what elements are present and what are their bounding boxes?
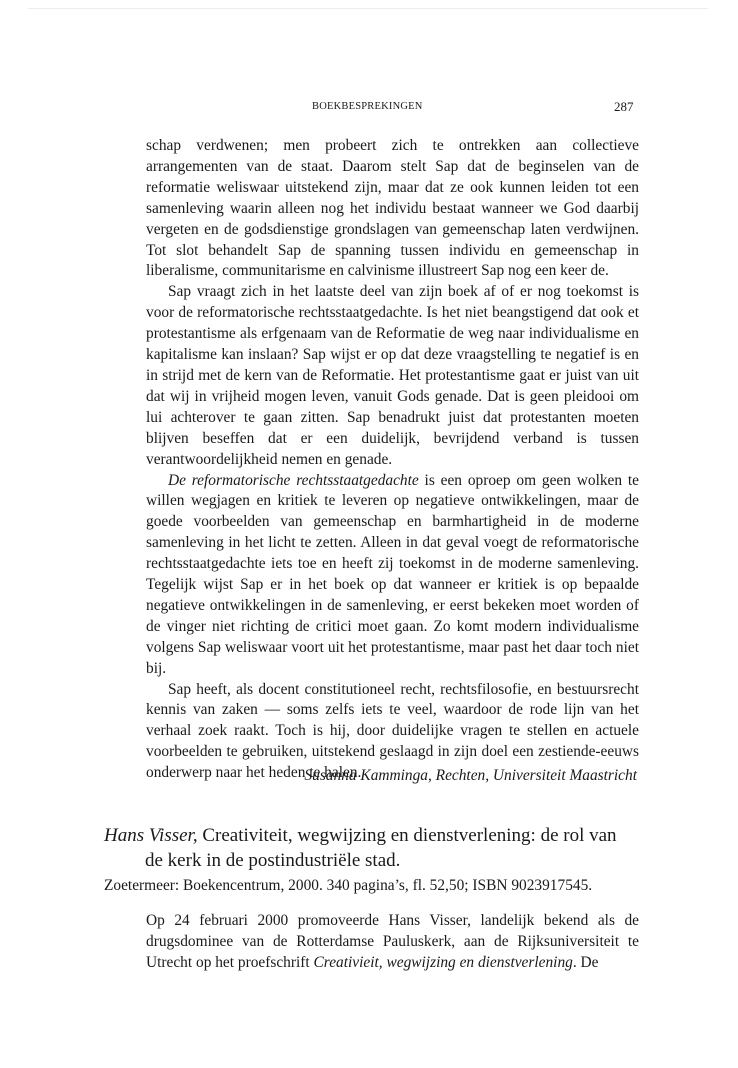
review-heading [104, 823, 644, 873]
top-edge-rule [28, 8, 708, 9]
review-body [146, 910, 639, 973]
paragraph-1: schap verdwenen; men probeert zich te ontrekken aan collectieve arrangementen van de staat. Daarom stelt Sap dat de beginselen van de reformatie weliswaar uitstekend zijn, maar dat ze ook kunnen leiden tot een samenleving waarin alleen nog het individu bestaat wanneer we God daarbij vergeten en de godsdienstige grondslagen van gemeenschap laten verdwijnen. Tot slot behandelt Sap de spanning tussen individu en gemeenschap in liberalisme, communitarisme en calvinisme illustreert Sap nog een keer de. [146, 137, 639, 280]
dissertation-title: Creativieit, wegwijzing en dienstverlening [313, 954, 573, 971]
paragraph-2: Sap vraagt zich in het laatste deel van zijn boek af of er nog toekomst is voor de reformatorische rechtsstaatgedachte. Is het niet beangstigend dat ook et protestantisme als erfgenaam van de Reformatie de weg naar individualisme en kapitalisme kan inslaan? Sap wijst er op dat deze vraagstelling te negatief is en in strijd met de kern van de Reformatie. Het protestantisme gaat er juist van uit dat wij in vrijheid mogen leven, vanuit Gods genade. Dat is geen pleidooi om lui achterover te gaan zitten. Sap benadrukt juist dat protestanten moeten blijven beseffen dat er een duidelijk, bevrijdend verband is tussen verantwoordelijkheid nemen en genade. [146, 283, 639, 468]
paragraph-3-text: is een oproep om geen wolken te willen wegjagen en kritiek te leveren op negatieve ontwikkelingen, maar de goede voorbeelden van gemeenschap en barmhartigheid in de moderne samenleving in het licht te zetten. Alleen in dat geval voegt de reformatorische rechtsstaatgedachte iets toe en heeft zij toekomst in de moderne samenleving. Tegelijk wijst Sap er in het boek op dat wanneer er kritiek is op bepaalde negatieve ontwikkelingen in de samenleving, er eerst bekeken moet worden of de vinger niet richting de critici moet gaan. Zo komt modern individualisme volgens Sap weliswaar voort uit het protestantisme, maar past het daar toch niet bij. [146, 471, 639, 677]
paragraph-4: Sap heeft, als docent constitutioneel recht, rechtsfilosofie, en bestuursrecht kennis van zaken — soms zelfs iets te veel, waardoor de rode lijn van het verhaal zoek raakt. Toch is hij, door duidelijke vragen te stellen en actuele voorbeelden te gebruiken, uitstekend geslaagd in zijn doel een zestiende-eeuws onderwerp naar het heden te halen. [146, 680, 639, 782]
reviewer-signature: Susanna Kamminga, Rechten, Universiteit Maastricht [304, 767, 637, 784]
review-paragraph-1-end: . De [572, 954, 599, 971]
paragraph-3 [146, 471, 639, 680]
review-paragraph-1-start: Op 24 februari 2000 promoveerde Hans Visser, landelijk bekend als de drugsdominee van de Rotterdamse Pauluskerk, aan de Rijksuniversiteit te Utrecht op het proefschrift [146, 912, 639, 971]
book-title-reference: De reformatorische rechtsstaatgedachte [168, 471, 419, 489]
article-body [146, 136, 639, 784]
running-head: BOEKBESPREKINGEN [312, 101, 423, 112]
book-title-part-2: de kerk in de postindustriële stad. [145, 850, 401, 871]
book-author: Hans Visser, [104, 825, 198, 846]
review-paragraph-1 [146, 910, 639, 973]
page-number: 287 [614, 99, 634, 114]
book-title-part-1: Creativiteit, wegwijzing en dienstverlening: de rol van [197, 825, 617, 846]
publication-info: Zoetermeer: Boekencentrum, 2000. 340 pagina’s, fl. 52,50; ISBN 9023917545. [104, 877, 593, 894]
review-title-line-1 [104, 823, 644, 848]
